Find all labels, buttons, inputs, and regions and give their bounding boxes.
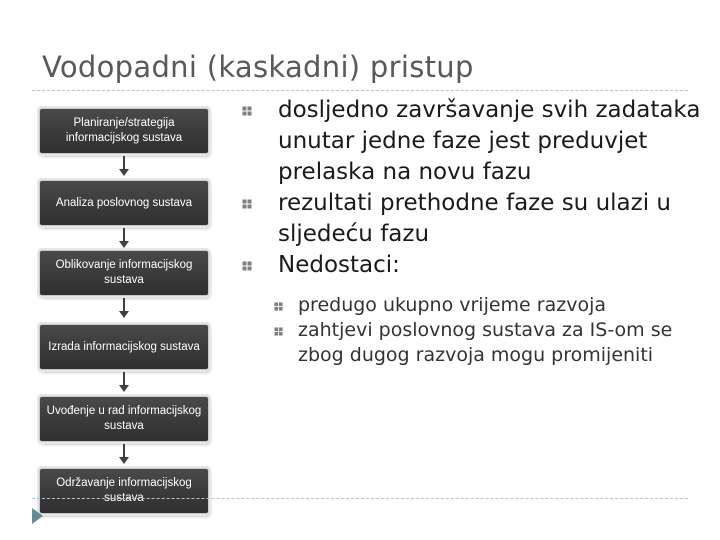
bullet-icon (242, 199, 252, 209)
flow-arrow (123, 372, 125, 386)
bullet-item (232, 250, 702, 281)
footer-divider (32, 498, 688, 499)
bullet-icon (274, 302, 283, 311)
bullet-item (232, 95, 702, 188)
step-box-design: Oblikovanje informacijskog sustava (39, 250, 209, 296)
slide-title: Vodopadni (kaskadni) pristup (42, 50, 474, 84)
flow-arrow (123, 298, 125, 312)
flow-arrow (123, 156, 125, 170)
bullet-item (232, 188, 702, 250)
waterfall-diagram (0, 0, 230, 540)
step-box-maintenance: Održavanje informacijskog sustava (39, 468, 209, 514)
sub-bullet-text: predugo ukupno vrijeme razvoja (298, 294, 606, 316)
bullet-text: rezultati prethodne faze su ulazi u sljedeću fazu (278, 190, 671, 247)
sub-bullet-item (232, 318, 702, 368)
bullet-icon (242, 106, 252, 116)
play-arrow-icon[interactable] (32, 508, 43, 524)
step-box-analysis: Analiza poslovnog sustava (39, 180, 209, 226)
bullet-text: dosljedno završavanje svih zadataka unutar jedne faze jest preduvjet prelaska na novu fazu (278, 97, 701, 185)
bullet-icon (274, 327, 283, 336)
bullet-list (232, 95, 702, 368)
bullet-icon (242, 261, 252, 271)
flow-arrow (123, 228, 125, 242)
step-box-deployment: Uvođenje u rad informacijskog sustava (39, 396, 209, 442)
flow-arrow (123, 444, 125, 458)
step-box-build: Izrada informacijskog sustava (39, 324, 209, 370)
sub-bullet-text: zahtjevi poslovnog sustava za IS-om se zbog dugog razvoja mogu promijeniti (298, 319, 673, 366)
step-box-planning: Planiranje/strategija informacijskog sustava (39, 108, 209, 154)
sub-bullet-item (232, 293, 702, 318)
bullet-text: Nedostaci: (278, 252, 400, 278)
